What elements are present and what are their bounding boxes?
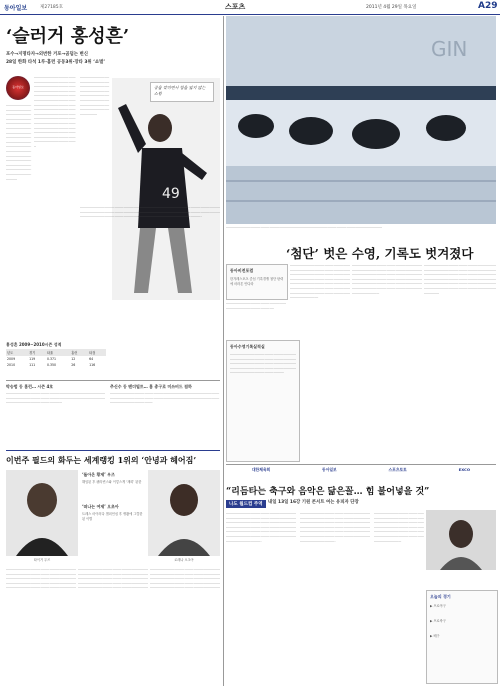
sponsor: EXCO: [458, 467, 471, 472]
swim-photo-caption: ··························································································································································: [226, 226, 383, 230]
schedule-item: ▶ 배구: [430, 634, 440, 638]
note-text: 공을 맞히면서 힘을 잃지 않는 스윙: [154, 85, 206, 96]
lead-body-lower: ············································································································································································································································································································································································································: [80, 206, 220, 220]
record-box-title: 동아수영기록실적실: [230, 344, 265, 349]
swim-body-col3: ·························································································································································································································································································································································································································································: [424, 264, 496, 296]
table-cell: 26: [71, 363, 76, 367]
sponsor: 스포츠토토: [388, 467, 407, 472]
sponsor: 동아일보: [322, 467, 337, 472]
concert-portrait: [426, 510, 496, 570]
table-cell: 0.350: [46, 363, 57, 367]
sidebar-heading: 한겨레스포츠 중심 기록경쟁 첨단 탄력에 마라톤 안다라: [230, 277, 284, 286]
table-header-cell: 경기: [29, 351, 36, 355]
sidebar-label: 동아비전포럼: [230, 268, 254, 273]
ochoa-photo: [148, 470, 220, 556]
team-emblem: [6, 76, 30, 100]
table-header-cell: 타점: [89, 351, 96, 355]
concert-headline: “리듬타는 축구와 음악은 닮은꼴… 힘 불어넣을 것”: [226, 487, 430, 497]
sports-item-1: 박승범 등 홈런… 시즌 4호: [6, 384, 54, 389]
concert-body-col3: ·································································································································································································································································································································: [374, 512, 424, 544]
banner-text: GIN: [431, 37, 468, 61]
swim-record-box: [226, 340, 300, 462]
record-box-body: ·························································································································································································································································································································: [230, 353, 296, 376]
issue-number: 제27185호: [40, 5, 64, 10]
worldcup-body-col1: ·························································································································································································································································································································································: [6, 568, 76, 591]
table-cell: 116: [89, 363, 96, 367]
ochoa-caption: 로레나 오초아: [174, 558, 194, 562]
column-divider: [223, 16, 224, 686]
table-cell: 64: [89, 357, 94, 361]
feature-2-sub: 트레스 마이러다 챔피언십 후 생활에 그렇한 된 이별: [82, 512, 143, 521]
lead-body-col2: ·························································································································································································································································: [80, 76, 110, 117]
divider: [226, 464, 496, 465]
feature-1-title: ‘돌아온 황제’ 우즈: [82, 472, 115, 477]
concert-body-col1: ·································································································································································································································································································································································································································································: [226, 512, 296, 544]
sponsor-strip: [226, 467, 496, 477]
table-row: [6, 362, 106, 368]
masthead: [0, 0, 500, 15]
table-cell: 12: [71, 357, 76, 361]
schedule-title: 오늘의 경기: [430, 594, 451, 599]
lead-subtitle-1: 포수→지명타자→외번한 거포→곰덤는 변신: [6, 52, 88, 57]
publication-date: 2011년 4월 29일 목요일: [366, 5, 417, 10]
sponsor: 대한체육회: [251, 467, 271, 472]
concert-tag: 나도 월드컵 주역: [226, 500, 266, 508]
swim-sidebar: [226, 264, 288, 300]
sports-item-1-body: ···························································································································································································································································: [6, 392, 106, 406]
svg-text:49: 49: [162, 186, 180, 202]
concert-body-col2: ·································································································································································································································································································································································································································································: [300, 512, 370, 544]
woods-photo: [6, 470, 78, 556]
lead-body-col0: ···························································································································································································································································································································································································································: [6, 104, 32, 182]
schedule-item: ▶ 프로축구: [430, 619, 446, 623]
worldcup-body-col3: ·························································································································································································································································································································································: [150, 568, 220, 591]
divider: [6, 450, 220, 451]
lead-subtitle-2: 28일 한화 타석 1루·홈런 공동3위·장타 3위 ‘쇼벌’: [6, 60, 105, 65]
swim-body-col0: ··········································································································: [226, 302, 286, 311]
swim-body-col1: ·························································································································································································································································································································································································································································: [290, 264, 350, 301]
table-header-cell: 홈런: [71, 351, 78, 355]
paper-name: 동아일보: [4, 5, 28, 12]
sports-item-2-body: ··································································································································································································································································: [110, 392, 220, 406]
swim-photo: [226, 16, 496, 224]
table-cell: 111: [29, 363, 36, 367]
table-cell: 119: [29, 357, 36, 361]
lead-title: ‘슬러거 홍성흔’: [6, 26, 130, 47]
page-number: A29: [478, 1, 498, 11]
worldcup-headline: 이번주 필드의 화두는 세계랭킹 1위의 ‘안녕과 헤어짐’: [6, 455, 197, 465]
table-header-cell: 타율: [46, 351, 54, 355]
divider: [6, 380, 220, 381]
feature-1-sub: 해임된 후 팬라빈스와 이렇스게 ‘재회’ 된한: [82, 480, 142, 484]
feature-2-title: ‘떠나는 여제’ 오초아: [82, 504, 119, 509]
sports-item-2: 추신수 등 밴더빌트… 홈 총구로 미쓰비드 점하: [110, 384, 192, 389]
handwritten-note: [150, 82, 214, 102]
section-title: 스포츠: [225, 3, 246, 11]
woods-caption: 타이거 우즈: [33, 558, 51, 562]
stats-table-caption: 홍성흔 2009~2010시즌 성적: [6, 342, 62, 347]
schedule-item: ▶ 프로야구: [430, 604, 446, 608]
table-cell: 2009: [7, 357, 16, 361]
concert-subhead: 내일 13일 16강 기원 콘서트 여는 유피자 단장: [268, 500, 359, 505]
table-cell: 2010: [7, 363, 16, 367]
swim-headline: ‘첨단’ 벗은 수영, 기록도 벗겨졌다: [286, 246, 474, 261]
swim-body-col2: ·························································································································································································································································································································································································································································: [352, 264, 422, 296]
today-schedule-box: [426, 590, 498, 684]
worldcup-body-col2: ·························································································································································································································································································································································: [78, 568, 148, 591]
table-header-cell: 년도: [7, 351, 14, 355]
stats-table: [6, 349, 106, 368]
emblem-text: 동아일보: [12, 85, 24, 89]
lead-body-col1: ·········································································································································································································································································································································································································································································································································································································································: [34, 76, 76, 149]
table-cell: 0.371: [46, 357, 57, 361]
